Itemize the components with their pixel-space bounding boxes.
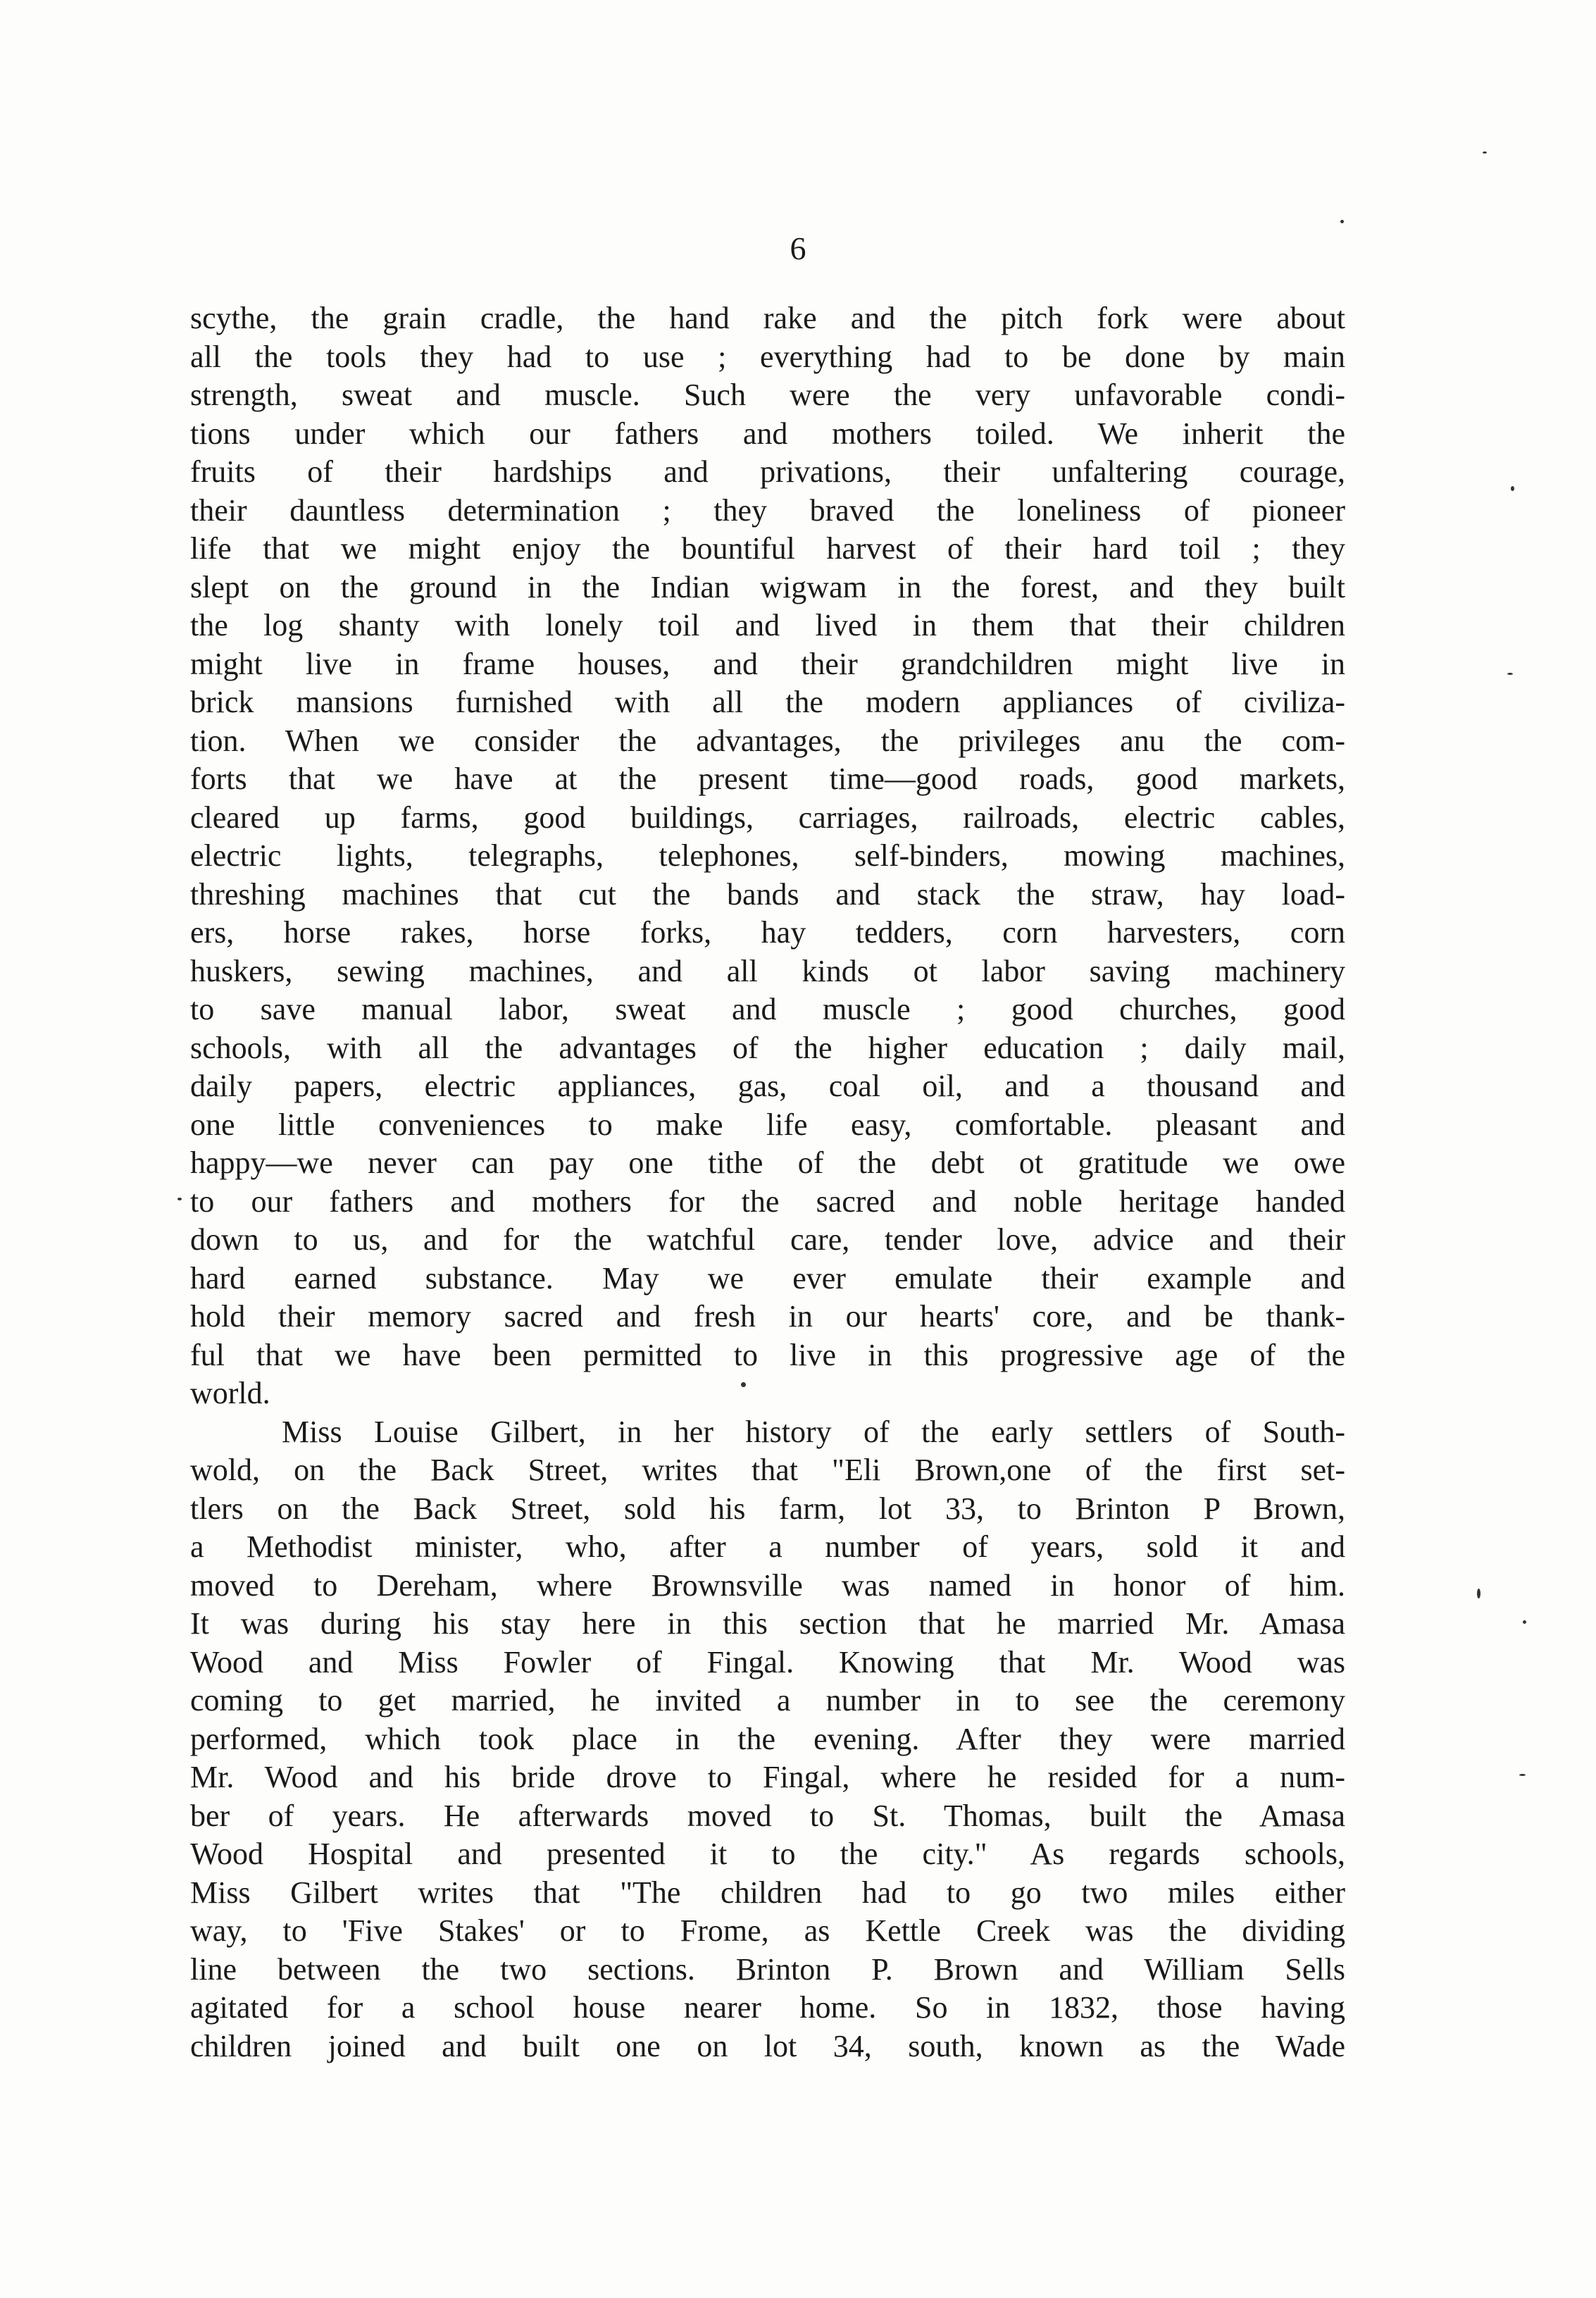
text-line: Wood Hospital and presented it to the city." As regards schools,: [190, 1837, 1345, 1871]
text-line: line between the two sections. Brinton P. Brown and William Sells: [190, 1951, 1345, 1987]
text-line: happy—we never can pay one tithe of the debt ot gratitude we owe: [190, 1145, 1345, 1180]
text-line: agitated for a school house nearer home. So in 1832, those having: [190, 1990, 1345, 2025]
text-line: children joined and built one on lot 34, south, known as the Wade: [190, 2028, 1345, 2063]
text-line: performed, which took place in the evening. After they were married: [190, 1721, 1345, 1756]
text-line: one little conveniences to make life easy, comfortable. pleasant and: [190, 1107, 1345, 1142]
text-line: the log shanty with lonely toil and lived in them that their children: [190, 608, 1345, 642]
text-line: life that we might enjoy the bountiful harvest of their hard toil ; they: [190, 531, 1345, 566]
text-line: hard earned substance. May we ever emulate their example and: [190, 1260, 1345, 1296]
text-line: tions under which our fathers and mothers toiled. We inherit the: [190, 416, 1345, 451]
scan-speck: [1477, 1589, 1480, 1598]
text-line: tion. When we consider the advantages, the privileges anu the com-: [190, 723, 1345, 758]
text-line: cleared up farms, good buildings, carriages, railroads, electric cables,: [190, 800, 1345, 835]
text-line: daily papers, electric appliances, gas, coal oil, and a thousand and: [190, 1069, 1345, 1103]
text-line: It was during his stay here in this section that he married Mr. Amasa: [190, 1606, 1345, 1641]
text-line: fruits of their hardships and privations, their unfaltering courage,: [190, 454, 1345, 489]
text-line: schools, with all the advantages of the higher education ; daily mail,: [190, 1030, 1345, 1065]
scan-speck: [741, 1382, 746, 1387]
text-line: ful that we have been permitted to live in this progressive age of the: [190, 1337, 1345, 1372]
text-line: to our fathers and mothers for the sacred and noble heritage handed: [190, 1184, 1345, 1219]
text-line: threshing machines that cut the bands and stack the straw, hay load-: [190, 876, 1345, 912]
scan-speck: [1523, 1620, 1526, 1624]
text-line: down to us, and for the watchful care, tender love, advice and their: [190, 1222, 1345, 1257]
text-line: might live in frame houses, and their grandchildren might live in: [190, 646, 1345, 681]
text-line: huskers, sewing machines, and all kinds ot labor saving machinery: [190, 953, 1345, 988]
text-line: brick mansions furnished with all the modern appliances of civiliza-: [190, 685, 1345, 719]
text-line: strength, sweat and muscle. Such were the very unfavorable condi-: [190, 378, 1345, 412]
text-line: all the tools they had to use ; everything had to be done by main: [190, 339, 1345, 374]
text-line: way, to 'Five Stakes' or to Frome, as Kettle Creek was the dividing: [190, 1913, 1345, 1948]
text-line: slept on the ground in the Indian wigwam in the forest, and they built: [190, 569, 1345, 604]
text-line: their dauntless determination ; they braved the loneliness of pioneer: [190, 492, 1345, 528]
scan-speck: [1483, 151, 1487, 154]
text-line: ers, horse rakes, horse forks, hay tedders, corn harvesters, corn: [190, 915, 1345, 950]
text-line: to save manual labor, sweat and muscle ; good churches, good: [190, 992, 1345, 1026]
scan-speck: [177, 1198, 182, 1200]
scan-speck: [1511, 486, 1514, 491]
text-line: scythe, the grain cradle, the hand rake and the pitch fork were about: [190, 301, 1345, 335]
text-line: a Methodist minister, who, after a number of years, sold it and: [190, 1529, 1345, 1564]
text-line: electric lights, telegraphs, telephones, self-binders, mowing machines,: [190, 838, 1345, 873]
text-line: wold, on the Back Street, writes that "Eli Brown,one of the first set-: [190, 1453, 1345, 1487]
text-line: coming to get married, he invited a number in to see the ceremony: [190, 1683, 1345, 1718]
scan-speck: [1507, 673, 1513, 675]
text-line: forts that we have at the present time—good roads, good markets,: [190, 762, 1345, 796]
text-line: ber of years. He afterwards moved to St. Thomas, built the Amasa: [190, 1798, 1345, 1833]
text-line: hold their memory sacred and fresh in our hearts' core, and be thank-: [190, 1299, 1345, 1334]
text-line: Miss Louise Gilbert, in her history of the early settlers of South-: [282, 1414, 1345, 1449]
scan-speck: [1519, 1774, 1526, 1776]
text-line: tlers on the Back Street, sold his farm, lot 33, to Brinton P Brown,: [190, 1491, 1345, 1526]
text-line: world.: [190, 1376, 270, 1410]
text-line: Miss Gilbert writes that "The children had to go two miles either: [190, 1875, 1345, 1910]
text-line: moved to Dereham, where Brownsville was named in honor of him.: [190, 1567, 1345, 1603]
page-number: 6: [790, 230, 806, 266]
body-text: [190, 299, 1345, 2066]
text-line: Wood and Miss Fowler of Fingal. Knowing that Mr. Wood was: [190, 1644, 1345, 1679]
text-line: Mr. Wood and his bride drove to Fingal, where he resided for a num-: [190, 1760, 1345, 1794]
scan-speck: [1340, 220, 1344, 223]
